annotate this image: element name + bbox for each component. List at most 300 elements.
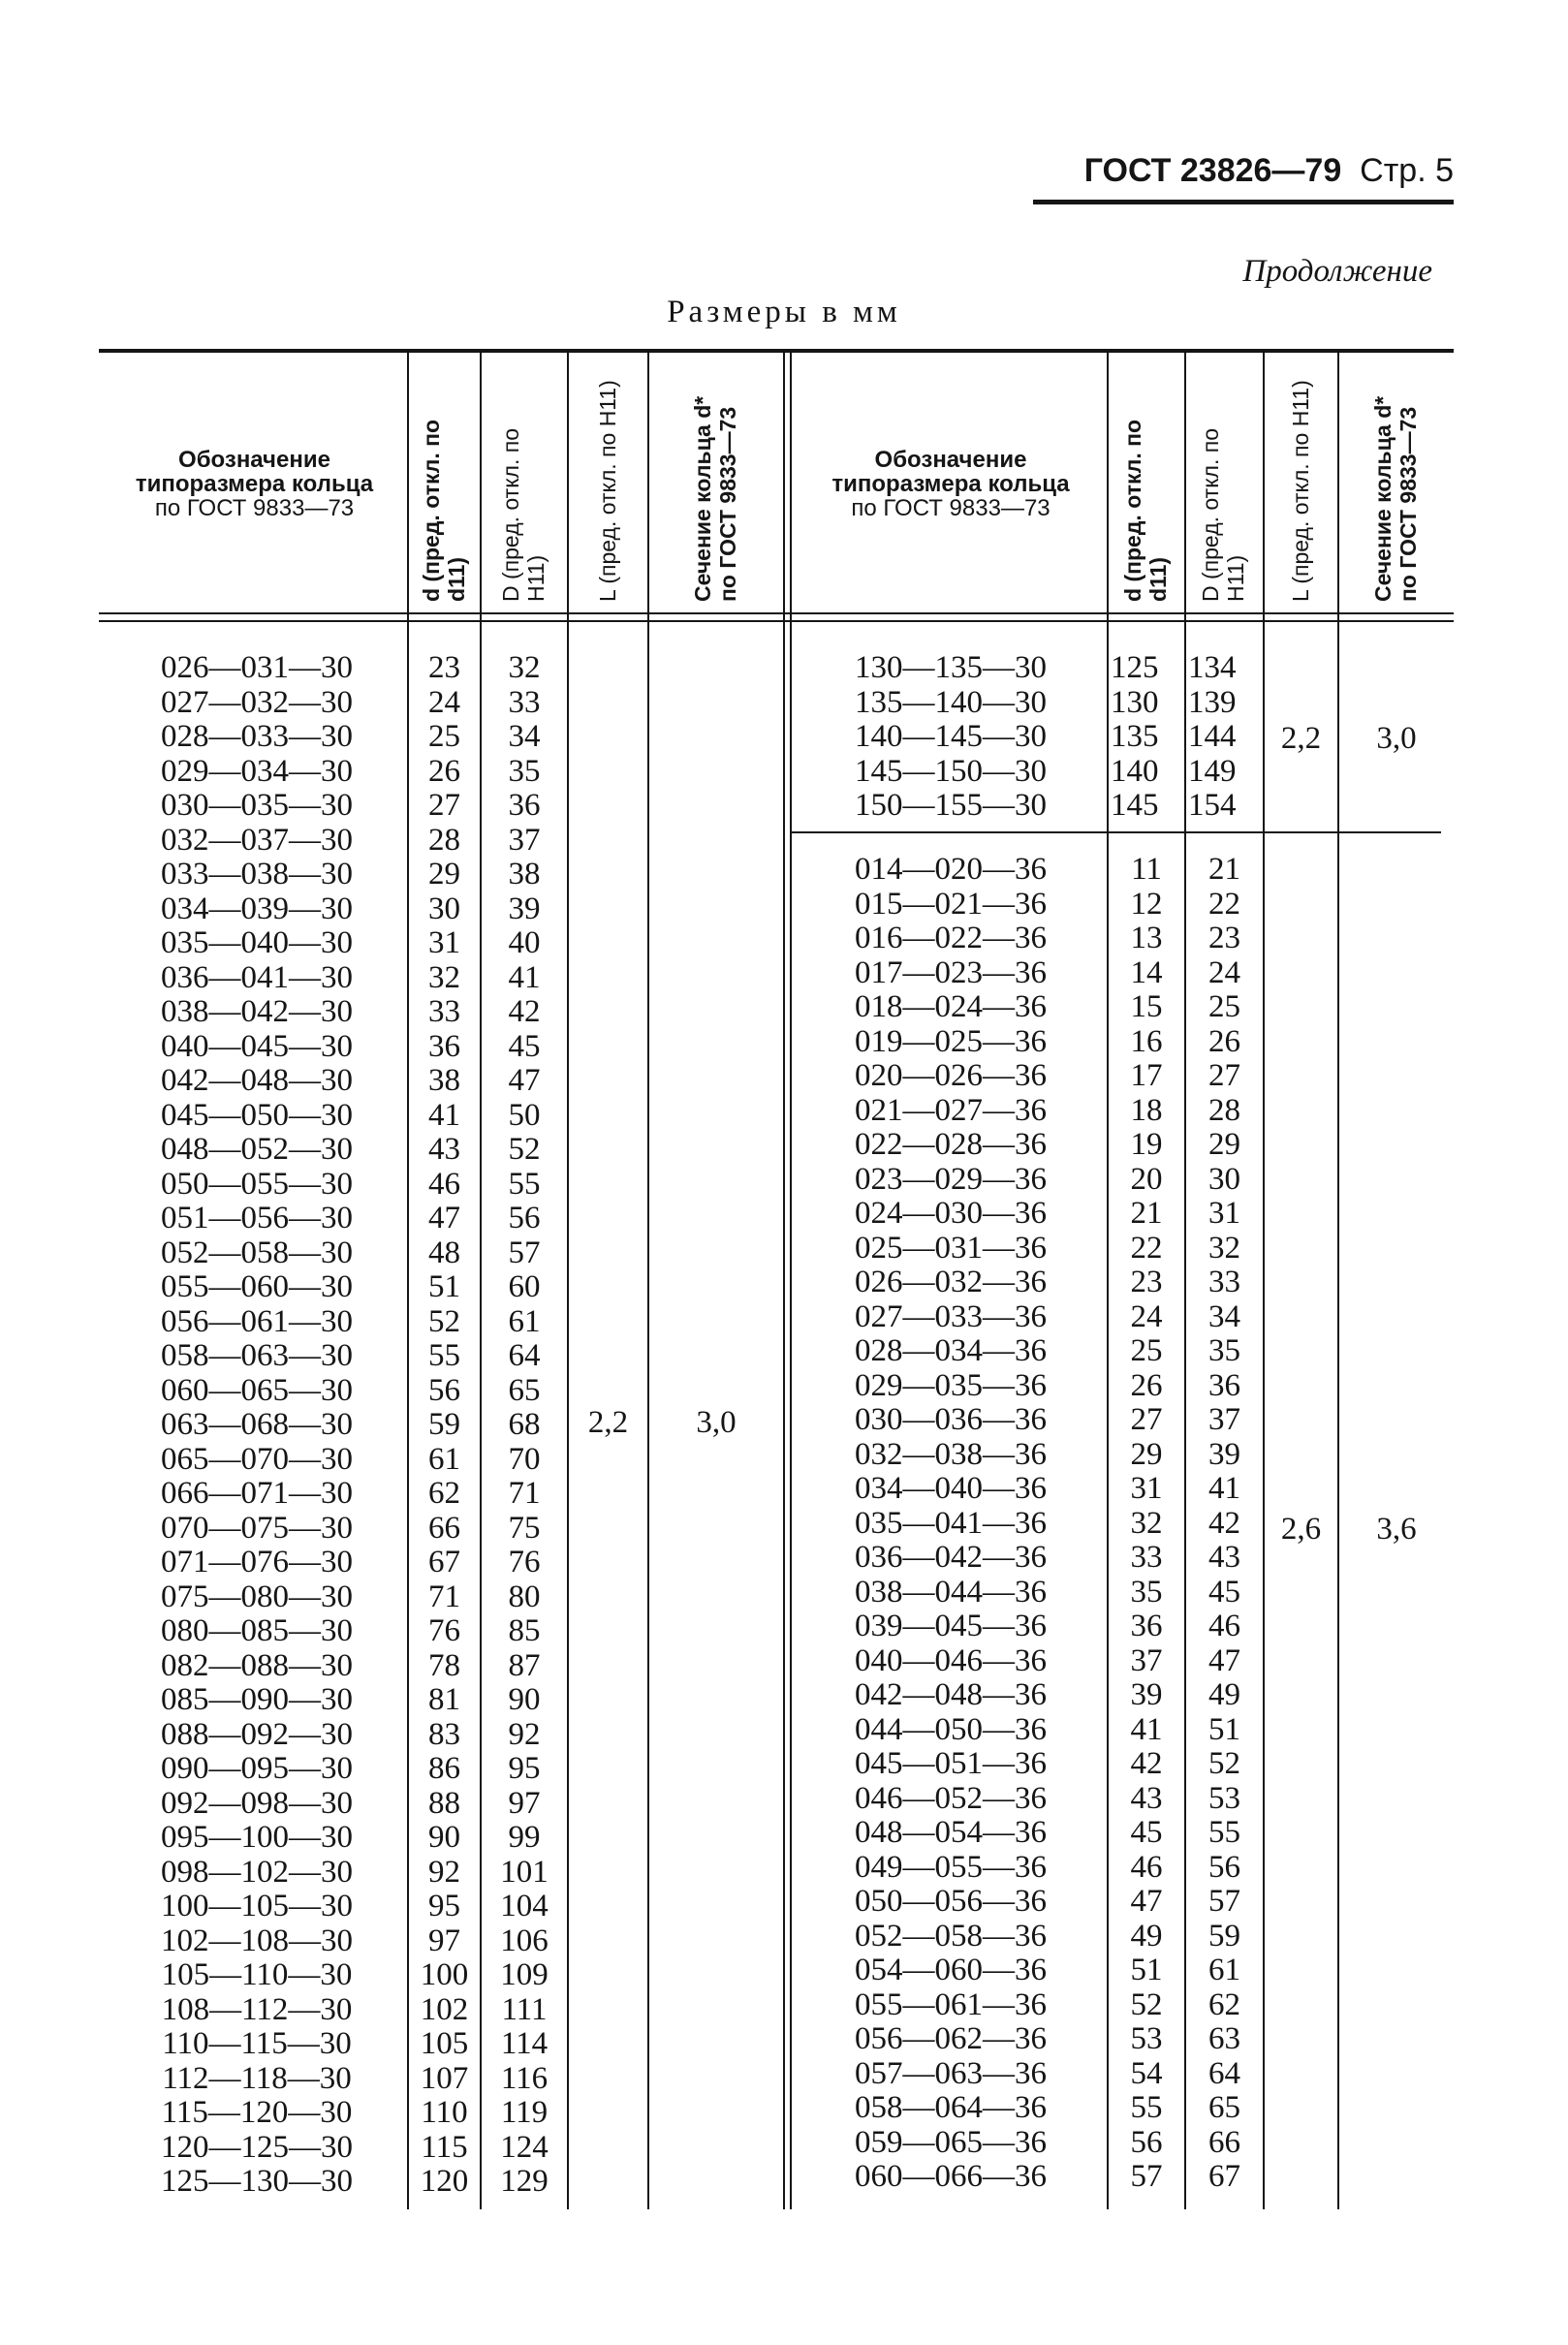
table-cell: 39 <box>1130 1677 1163 1712</box>
table-cell: 46 <box>428 1166 460 1202</box>
table-cell: 90 <box>428 1820 460 1855</box>
table-cell: 051—056—30 <box>161 1201 353 1235</box>
table-cell: 92 <box>508 1716 541 1752</box>
table-cell: 28 <box>428 822 460 858</box>
table-cell: 80 <box>508 1579 541 1614</box>
table-cell: 075—080—30 <box>161 1579 353 1614</box>
table-cell: 61 <box>508 1303 541 1339</box>
table-cell: 135—140—30 <box>855 684 1047 720</box>
left-d-column <box>409 651 480 2200</box>
header-bottom-rule-2 <box>99 620 1454 622</box>
table-cell: 61 <box>1208 1953 1240 1987</box>
table-cell: 024—030—36 <box>855 1196 1047 1231</box>
table-cell: 56 <box>508 1201 541 1235</box>
table-cell: 145—150—30 <box>855 753 1047 789</box>
table-cell: 144 <box>1188 719 1237 754</box>
table-cell: 101 <box>500 1854 549 1890</box>
table-cell: 43 <box>1130 1780 1163 1816</box>
left-col-divider-4 <box>647 353 649 2209</box>
table-cell: 114 <box>500 2026 549 2061</box>
table-cell: 023—029—36 <box>855 1161 1047 1197</box>
table-cell: 065—070—30 <box>161 1441 353 1477</box>
table-cell: 017—023—36 <box>855 954 1047 990</box>
table-cell: 15 <box>1130 989 1163 1024</box>
table-cell: 42 <box>508 994 541 1029</box>
table-cell: 030—036—36 <box>855 1402 1047 1437</box>
table-cell: 68 <box>508 1407 541 1442</box>
table-cell: 43 <box>428 1132 460 1167</box>
table-cell: 38 <box>428 1063 460 1098</box>
table-cell: 032—038—36 <box>855 1436 1047 1472</box>
table-cell: 62 <box>1208 1986 1240 2022</box>
table-cell: 95 <box>428 1889 460 1923</box>
table-cell: 34 <box>1208 1298 1240 1334</box>
table-cell: 071—076—30 <box>161 1545 353 1579</box>
table-cell: 040—045—30 <box>161 1028 353 1064</box>
table-cell: 45 <box>1208 1574 1240 1610</box>
table-cell: 26 <box>428 753 460 789</box>
table-cell: 135 <box>1111 719 1159 754</box>
table-cell: 24 <box>1208 954 1240 990</box>
right-group2-d-column <box>1109 853 1184 2195</box>
table-cell: 057—063—36 <box>855 2055 1047 2091</box>
table-cell: 17 <box>1130 1058 1163 1093</box>
table-cell: 111 <box>501 1991 548 2027</box>
left-d-header: d (пред. откл. по d11) <box>419 419 469 602</box>
right-col-divider-4 <box>1337 353 1339 2209</box>
table-cell: 55 <box>1208 1815 1240 1850</box>
table-cell: 020—026—36 <box>855 1058 1047 1093</box>
table-cell: 35 <box>1208 1333 1240 1368</box>
table-cell: 66 <box>428 1510 460 1546</box>
table-cell: 30 <box>1208 1161 1240 1197</box>
table-cell: 78 <box>428 1647 460 1683</box>
table-cell: 67 <box>428 1545 460 1579</box>
table-cell: 116 <box>500 2060 549 2096</box>
table-cell: 040—046—36 <box>855 1642 1047 1678</box>
table-cell: 104 <box>500 1889 549 1923</box>
left-designation-column <box>116 651 397 2200</box>
table-cell: 066—071—30 <box>161 1476 353 1511</box>
table-cell: 40 <box>508 925 541 960</box>
table-cell: 25 <box>1130 1333 1163 1368</box>
table-cell: 021—027—36 <box>855 1092 1047 1128</box>
table-cell: 032—037—30 <box>161 822 353 858</box>
table-cell: 31 <box>1208 1196 1240 1231</box>
table-cell: 42 <box>1208 1505 1240 1541</box>
table-cell: 030—035—30 <box>161 788 353 823</box>
table-cell: 082—088—30 <box>161 1647 353 1683</box>
table-cell: 51 <box>1208 1711 1240 1747</box>
table-cell: 052—058—36 <box>855 1918 1047 1954</box>
table-cell: 042—048—30 <box>161 1063 353 1098</box>
table-cell: 11 <box>1131 852 1162 887</box>
table-cell: 46 <box>1208 1609 1240 1643</box>
table-cell: 039—045—36 <box>855 1609 1047 1643</box>
table-cell: 129 <box>500 2164 549 2199</box>
table-cell: 110 <box>421 2095 468 2130</box>
table-cell: 36 <box>1130 1609 1163 1643</box>
table-cell: 12 <box>1130 886 1163 922</box>
table-cell: 33 <box>1208 1265 1240 1299</box>
table-cell: 62 <box>428 1476 460 1511</box>
table-cell: 14 <box>1130 954 1163 990</box>
table-cell: 32 <box>428 959 460 995</box>
standard-number: ГОСТ 23826—79 <box>1083 152 1342 189</box>
table-cell: 90 <box>508 1682 541 1717</box>
table-cell: 31 <box>428 925 460 960</box>
table-cell: 26 <box>1130 1367 1163 1403</box>
table-cell: 24 <box>1130 1298 1163 1334</box>
table-cell: 48 <box>428 1235 460 1270</box>
table-cell: 33 <box>428 994 460 1029</box>
left-D-header: D (пред. откл. по H11) <box>498 428 549 602</box>
table-cell: 23 <box>428 650 460 685</box>
table-cell: 056—062—36 <box>855 2021 1047 2056</box>
table-cell: 25 <box>1208 989 1240 1024</box>
units-caption: Размеры в мм <box>667 295 901 329</box>
table-cell: 41 <box>508 959 541 995</box>
table-cell: 100 <box>420 1957 469 1992</box>
table-cell: 100—105—30 <box>161 1889 353 1923</box>
table-cell: 86 <box>428 1751 460 1786</box>
header-bottom-rule <box>99 612 1454 614</box>
center-double-rule-b <box>790 353 792 2209</box>
table-cell: 038—042—30 <box>161 994 353 1029</box>
table-cell: 056—061—30 <box>161 1303 353 1339</box>
table-cell: 64 <box>1208 2055 1240 2091</box>
table-cell: 050—055—30 <box>161 1166 353 1202</box>
table-cell: 107 <box>420 2060 469 2096</box>
table-cell: 055—060—30 <box>161 1269 353 1304</box>
table-cell: 97 <box>428 1923 460 1958</box>
table-cell: 29 <box>428 857 460 891</box>
table-cell: 51 <box>1130 1953 1163 1987</box>
table-cell: 060—065—30 <box>161 1372 353 1408</box>
table-cell: 130—135—30 <box>855 650 1047 685</box>
table-cell: 52 <box>1130 1986 1163 2022</box>
table-cell: 43 <box>1208 1540 1240 1575</box>
table-cell: 059—065—36 <box>855 2124 1047 2160</box>
table-cell: 154 <box>1188 788 1237 823</box>
table-cell: 32 <box>508 650 541 685</box>
table-cell: 055—061—36 <box>855 1986 1047 2022</box>
table-cell: 55 <box>1130 2090 1163 2125</box>
table-cell: 026—031—30 <box>161 650 353 685</box>
table-cell: 036—042—36 <box>855 1540 1047 1575</box>
center-double-rule-a <box>783 353 785 2209</box>
table-cell: 088—092—30 <box>161 1716 353 1752</box>
table-cell: 97 <box>508 1785 541 1821</box>
table-cell: 054—060—36 <box>855 1953 1047 1987</box>
table-cell: 70 <box>508 1441 541 1477</box>
table-cell: 140—145—30 <box>855 719 1047 754</box>
table-cell: 105—110—30 <box>161 1957 353 1992</box>
table-cell: 050—056—36 <box>855 1884 1047 1919</box>
right-group1-designation-column <box>800 651 1102 824</box>
left-L-header: L (пред. откл. по H11) <box>595 380 620 602</box>
table-cell: 070—075—30 <box>161 1510 353 1546</box>
table-cell: 65 <box>508 1372 541 1408</box>
table-cell: 033—038—30 <box>161 857 353 891</box>
table-cell: 26 <box>1208 1023 1240 1059</box>
table-cell: 124 <box>500 2129 549 2165</box>
table-cell: 55 <box>428 1338 460 1373</box>
table-cell: 098—102—30 <box>161 1854 353 1890</box>
table-cell: 81 <box>428 1682 460 1717</box>
table-cell: 112—118—30 <box>162 2060 352 2096</box>
table-cell: 046—052—36 <box>855 1780 1047 1816</box>
table-cell: 139 <box>1188 684 1237 720</box>
table-cell: 029—035—36 <box>855 1367 1047 1403</box>
table-cell: 92 <box>428 1854 460 1890</box>
table-cell: 027—033—36 <box>855 1298 1047 1334</box>
table-cell: 52 <box>428 1303 460 1339</box>
table-cell: 63 <box>1208 2021 1240 2056</box>
table-cell: 134 <box>1188 650 1237 685</box>
right-group2-D-column <box>1186 853 1263 2195</box>
table-cell: 47 <box>1208 1642 1240 1678</box>
table-cell: 37 <box>1208 1402 1240 1437</box>
table-cell: 102—108—30 <box>161 1923 353 1958</box>
table-cell: 109 <box>500 1957 549 1992</box>
table-cell: 64 <box>508 1338 541 1373</box>
left-col-divider-3 <box>567 353 569 2209</box>
table-cell: 52 <box>508 1132 541 1167</box>
table-cell: 47 <box>508 1063 541 1098</box>
table-cell: 45 <box>1130 1815 1163 1850</box>
right-group1-D-column <box>1188 651 1260 824</box>
table-cell: 119 <box>500 2095 549 2130</box>
table-cell: 21 <box>1208 852 1240 887</box>
table-cell: 048—052—30 <box>161 1132 353 1167</box>
table-cell: 52 <box>1208 1746 1240 1781</box>
table-cell: 015—021—36 <box>855 886 1047 922</box>
table-cell: 49 <box>1130 1918 1163 1954</box>
table-cell: 120—125—30 <box>161 2129 353 2165</box>
table-cell: 045—051—36 <box>855 1746 1047 1781</box>
table-cell: 110—115—30 <box>162 2026 352 2061</box>
right-group2-designation-column <box>800 853 1102 2195</box>
table-cell: 85 <box>508 1613 541 1648</box>
table-cell: 022—028—36 <box>855 1127 1047 1162</box>
table-cell: 106 <box>500 1923 549 1958</box>
table-cell: 27 <box>1208 1058 1240 1093</box>
table-cell: 34 <box>508 719 541 754</box>
table-cell: 32 <box>1130 1505 1163 1541</box>
table-cell: 035—041—36 <box>855 1505 1047 1541</box>
table-cell: 22 <box>1130 1230 1163 1266</box>
table-cell: 18 <box>1130 1092 1163 1128</box>
page-header <box>1033 141 1454 204</box>
table-cell: 018—024—36 <box>855 989 1047 1024</box>
table-cell: 76 <box>428 1613 460 1648</box>
right-col-divider-3 <box>1263 353 1265 2209</box>
table-cell: 30 <box>428 891 460 926</box>
table-cell: 052—058—30 <box>161 1235 353 1270</box>
table-cell: 36 <box>508 788 541 823</box>
table-cell: 49 <box>1208 1677 1240 1712</box>
table-cell: 57 <box>508 1235 541 1270</box>
table-cell: 36 <box>428 1028 460 1064</box>
table-cell: 063—068—30 <box>161 1407 353 1442</box>
table-cell: 38 <box>508 857 541 891</box>
table-cell: 24 <box>428 684 460 720</box>
table-cell: 32 <box>1208 1230 1240 1266</box>
table-cell: 50 <box>508 1097 541 1133</box>
table-cell: 67 <box>1208 2159 1240 2194</box>
table-cell: 53 <box>1208 1780 1240 1816</box>
table-cell: 058—063—30 <box>161 1338 353 1373</box>
table-cell: 33 <box>508 684 541 720</box>
table-cell: 150—155—30 <box>855 788 1047 823</box>
right-group-separator <box>790 831 1441 833</box>
table-cell: 058—064—36 <box>855 2090 1047 2125</box>
table-cell: 88 <box>428 1785 460 1821</box>
table-cell: 36 <box>1208 1367 1240 1403</box>
table-cell: 080—085—30 <box>161 1613 353 1648</box>
table-cell: 036—041—30 <box>161 959 353 995</box>
table-cell: 41 <box>1130 1711 1163 1747</box>
table-cell: 029—034—30 <box>161 753 353 789</box>
table-cell: 33 <box>1130 1540 1163 1575</box>
right-group1-L-value: 2,2 <box>1280 721 1322 756</box>
table-cell: 105 <box>420 2026 469 2061</box>
table-cell: 13 <box>1130 921 1163 955</box>
table-cell: 71 <box>428 1579 460 1614</box>
continuation-label: Продолжение <box>1242 254 1432 289</box>
table-cell: 044—050—36 <box>855 1711 1047 1747</box>
table-cell: 16 <box>1130 1023 1163 1059</box>
table-cell: 61 <box>428 1441 460 1477</box>
table-cell: 41 <box>428 1097 460 1133</box>
table-cell: 140 <box>1111 753 1159 789</box>
table-cell: 145 <box>1111 788 1159 823</box>
table-cell: 27 <box>1130 1402 1163 1437</box>
right-group2-section-value: 3,6 <box>1376 1512 1417 1547</box>
table-cell: 21 <box>1130 1196 1163 1231</box>
table-cell: 038—044—36 <box>855 1574 1047 1610</box>
table-cell: 87 <box>508 1647 541 1683</box>
page-number: Стр. 5 <box>1360 152 1454 189</box>
table-cell: 59 <box>1208 1918 1240 1954</box>
table-cell: 56 <box>1130 2124 1163 2160</box>
table-cell: 23 <box>1208 921 1240 955</box>
left-D-column <box>482 651 567 2200</box>
table-cell: 125 <box>1111 650 1159 685</box>
table-cell: 092—098—30 <box>161 1785 353 1821</box>
table-cell: 47 <box>1130 1884 1163 1919</box>
table-cell: 95 <box>508 1751 541 1786</box>
table-cell: 29 <box>1130 1436 1163 1472</box>
table-cell: 39 <box>1208 1436 1240 1472</box>
table-cell: 25 <box>428 719 460 754</box>
table-cell: 085—090—30 <box>161 1682 353 1717</box>
table-cell: 027—032—30 <box>161 684 353 720</box>
left-L-value: 2,2 <box>587 1405 629 1440</box>
right-D-header: D (пред. откл. по H11) <box>1198 428 1248 602</box>
table-cell: 99 <box>508 1820 541 1855</box>
table-cell: 56 <box>1208 1849 1240 1885</box>
table-cell: 60 <box>508 1269 541 1304</box>
table-cell: 37 <box>508 822 541 858</box>
table-cell: 028—033—30 <box>161 719 353 754</box>
left-designation-header: Обозначение типоразмера кольца по ГОСТ 9833—73 <box>135 447 374 521</box>
table-cell: 028—034—36 <box>855 1333 1047 1368</box>
table-cell: 120 <box>420 2164 469 2199</box>
table-cell: 102 <box>420 1991 469 2027</box>
table-cell: 019—025—36 <box>855 1023 1047 1059</box>
table-cell: 27 <box>428 788 460 823</box>
right-designation-header: Обозначение типоразмера кольца по ГОСТ 9833—73 <box>831 447 1070 521</box>
table-cell: 045—050—30 <box>161 1097 353 1133</box>
table-cell: 51 <box>428 1269 460 1304</box>
table-cell: 31 <box>1130 1471 1163 1506</box>
table-cell: 025—031—36 <box>855 1230 1047 1266</box>
table-cell: 47 <box>428 1201 460 1235</box>
table-cell: 28 <box>1208 1092 1240 1128</box>
table-cell: 57 <box>1208 1884 1240 1919</box>
table-cell: 57 <box>1130 2159 1163 2194</box>
table-cell: 39 <box>508 891 541 926</box>
table-cell: 37 <box>1130 1642 1163 1678</box>
table-cell: 22 <box>1208 886 1240 922</box>
table-cell: 45 <box>508 1028 541 1064</box>
table-cell: 46 <box>1130 1849 1163 1885</box>
right-L-header: L (пред. откл. по H11) <box>1288 380 1313 602</box>
table-cell: 54 <box>1130 2055 1163 2091</box>
table-cell: 65 <box>1208 2090 1240 2125</box>
table-cell: 41 <box>1208 1471 1240 1506</box>
table-cell: 66 <box>1208 2124 1240 2160</box>
table-cell: 095—100—30 <box>161 1820 353 1855</box>
right-group1-section-value: 3,0 <box>1376 721 1417 756</box>
table-cell: 115—120—30 <box>161 2095 353 2130</box>
table-cell: 35 <box>508 753 541 789</box>
right-section-header: Сечение кольца d* по ГОСТ 9833—73 <box>1370 395 1421 602</box>
table-cell: 29 <box>1208 1127 1240 1162</box>
left-section-header: Сечение кольца d* по ГОСТ 9833—73 <box>690 395 740 602</box>
table-cell: 115 <box>421 2129 468 2165</box>
table-cell: 016—022—36 <box>855 921 1047 955</box>
table-cell: 42 <box>1130 1746 1163 1781</box>
table-cell: 125—130—30 <box>161 2164 353 2199</box>
table-cell: 090—095—30 <box>161 1751 353 1786</box>
table-cell: 035—040—30 <box>161 925 353 960</box>
right-group1-d-column <box>1111 651 1182 824</box>
table-cell: 034—039—30 <box>161 891 353 926</box>
table-cell: 76 <box>508 1545 541 1579</box>
table-cell: 20 <box>1130 1161 1163 1197</box>
table-cell: 53 <box>1130 2021 1163 2056</box>
table-cell: 049—055—36 <box>855 1849 1047 1885</box>
table-cell: 026—032—36 <box>855 1265 1047 1299</box>
table-cell: 35 <box>1130 1574 1163 1610</box>
table-cell: 108—112—30 <box>161 1991 353 2027</box>
table-cell: 55 <box>508 1166 541 1202</box>
table-cell: 19 <box>1130 1127 1163 1162</box>
table-cell: 034—040—36 <box>855 1471 1047 1506</box>
table-cell: 042—048—36 <box>855 1677 1047 1712</box>
table-cell: 59 <box>428 1407 460 1442</box>
table-cell: 149 <box>1188 753 1237 789</box>
table-cell: 014—020—36 <box>855 852 1047 887</box>
table-cell: 56 <box>428 1372 460 1408</box>
table-cell: 75 <box>508 1510 541 1546</box>
table-cell: 71 <box>508 1476 541 1511</box>
table-cell: 048—054—36 <box>855 1815 1047 1850</box>
table-top-rule <box>99 349 1454 353</box>
